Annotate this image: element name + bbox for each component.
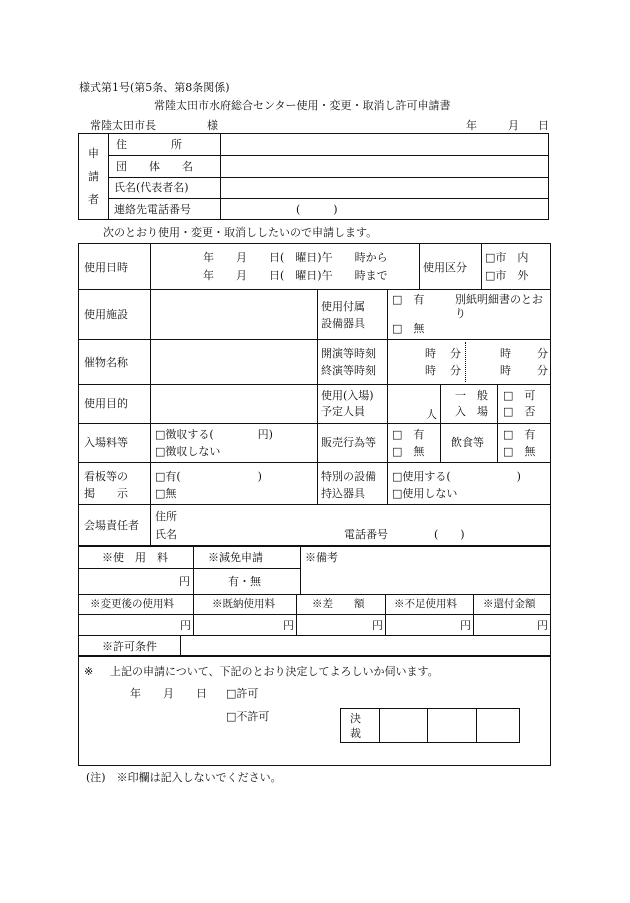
end-minute-unit-2: 分	[537, 364, 548, 377]
shortage-yen: 円	[460, 619, 471, 632]
fee-collect-checkbox[interactable]: □徴収する( 円)	[155, 428, 273, 441]
seal-label: 決	[350, 712, 361, 725]
seal-label: 裁	[350, 727, 361, 740]
form-title: 常陸太田市水府総合センター使用・変更・取消し許可申請書	[154, 99, 451, 112]
sales-yes-checkbox[interactable]: □ 有	[392, 428, 425, 441]
start-minute-unit-2: 分	[537, 347, 548, 360]
sales-no-checkbox[interactable]: □ 無	[392, 445, 425, 458]
manager-phone-label: 電話番号	[344, 528, 388, 541]
date-day-label: 日	[538, 119, 549, 132]
signage-no-checkbox[interactable]: □無	[155, 487, 177, 500]
fee-not-collect-checkbox[interactable]: □徴収しない	[155, 445, 221, 458]
reject-checkbox[interactable]: □不許可	[226, 710, 270, 723]
manager-address-label: 住所	[155, 510, 177, 523]
form-number: 様式第1号(第5条、第8条関係)	[79, 81, 230, 94]
changed-fee-yen: 円	[180, 619, 191, 632]
food-yes-checkbox[interactable]: □ 有	[503, 428, 536, 441]
admission-allowed-checkbox[interactable]: □ 可	[503, 389, 536, 402]
date-year-label: 年	[466, 119, 477, 132]
difference-label: ※差 額	[312, 598, 365, 610]
special-equipment-label: 特別の設備	[321, 470, 376, 483]
difference-yen: 円	[372, 619, 383, 632]
signage-label: 看板等の	[84, 470, 128, 483]
general-admission-label: 一 般	[455, 389, 488, 402]
purpose-label: 使用目的	[84, 397, 128, 410]
usage-date-to: 年 月 日( 曜日)午 時まで	[203, 269, 388, 282]
facility-label: 使用施設	[84, 308, 128, 321]
manager-phone-paren: ( )	[434, 528, 465, 541]
person-unit: 人	[426, 408, 437, 421]
signage-label: 掲 示	[84, 487, 128, 500]
manager-name-label: 氏名	[155, 528, 177, 541]
food-label: 飲食等	[451, 436, 484, 449]
start-time-label: 開演等時刻	[321, 347, 376, 360]
date-month-label: 月	[508, 119, 519, 132]
footnote: (注) ※印欄は記入しないでください。	[86, 771, 282, 784]
end-hour-unit: 時	[425, 364, 436, 377]
intro-text: 次のとおり使用・変更・取消ししたいので申請します。	[103, 226, 378, 239]
end-minute-unit: 分	[450, 364, 461, 377]
attendance-label: 使用(入場)	[321, 389, 374, 402]
end-hour-unit-2: 時	[500, 364, 511, 377]
signage-yes-checkbox[interactable]: □有( )	[155, 470, 262, 483]
usage-division-label: 使用区分	[423, 261, 467, 274]
paid-fee-label: ※既納使用料	[212, 598, 275, 610]
start-hour-unit-2: 時	[500, 347, 511, 360]
start-hour-unit: 時	[425, 347, 436, 360]
fee-yen-unit: 円	[179, 575, 190, 588]
changed-fee-label: ※変更後の使用料	[90, 598, 174, 610]
remarks-label: ※備考	[305, 551, 338, 564]
refund-yen: 円	[537, 619, 548, 632]
equipment-no-checkbox[interactable]: □ 無	[392, 322, 425, 335]
general-admission-label: 入 場	[455, 405, 488, 418]
division-city-checkbox[interactable]: □市 内	[485, 251, 529, 264]
equipment-yes-checkbox[interactable]: □ 有	[392, 293, 425, 306]
approval-seal-grid	[340, 708, 520, 743]
phone-parenthesis: ( )	[296, 203, 338, 216]
start-minute-unit: 分	[450, 347, 461, 360]
equipment-note: 別紙明細書のとお	[455, 293, 543, 306]
applicant-side-label: 申	[88, 147, 99, 160]
reduction-label: ※減免申請	[208, 551, 263, 564]
permit-conditions-label: ※許可条件	[102, 640, 157, 653]
shortage-label: ※不足使用料	[394, 598, 457, 610]
addressee: 常陸太田市長	[90, 119, 156, 132]
decision-text: 上記の申請について、下記のとおり決定してよろしいか伺います。	[110, 665, 439, 678]
address-label: 住 所	[116, 138, 182, 151]
attendance-label: 予定人員	[321, 405, 365, 418]
food-no-checkbox[interactable]: □ 無	[503, 445, 536, 458]
end-time-label: 終演等時刻	[321, 364, 376, 377]
sales-label: 販売行為等	[321, 436, 376, 449]
venue-manager-label: 会場責任者	[84, 519, 139, 532]
usage-date-from: 年 月 日( 曜日)午 時から	[203, 251, 388, 264]
applicant-side-label: 請	[88, 170, 99, 183]
admission-denied-checkbox[interactable]: □ 否	[503, 405, 536, 418]
decision-mark: ※	[84, 665, 94, 678]
special-equipment-label: 持込器具	[321, 487, 365, 500]
reduction-yes-no: 有・無	[228, 575, 261, 588]
admission-fee-label: 入場料等	[84, 436, 128, 449]
applicant-side-label: 者	[88, 193, 99, 206]
contact-phone-label: 連絡先電話番号	[114, 203, 191, 216]
usage-fee-label: ※使 用 料	[102, 551, 168, 564]
event-name-label: 催物名称	[84, 356, 128, 369]
division-outside-checkbox[interactable]: □市 外	[485, 269, 529, 282]
usage-date-label: 使用日時	[84, 261, 128, 274]
special-use-checkbox[interactable]: □使用する( )	[392, 470, 521, 483]
decision-date: 年 月 日	[130, 687, 207, 700]
refund-label: ※還付金額	[483, 598, 536, 610]
approve-checkbox[interactable]: □許可	[226, 687, 259, 700]
group-name-label: 団 体 名	[116, 160, 193, 173]
equipment-label: 設備器具	[321, 317, 365, 330]
representative-name-label: 氏名(代表者名)	[114, 181, 189, 194]
paid-fee-yen: 円	[283, 619, 294, 632]
special-nouse-checkbox[interactable]: □使用しない	[392, 487, 458, 500]
equipment-label: 使用付属	[321, 300, 365, 313]
equipment-note: り	[455, 307, 466, 320]
honorific: 様	[207, 119, 218, 132]
